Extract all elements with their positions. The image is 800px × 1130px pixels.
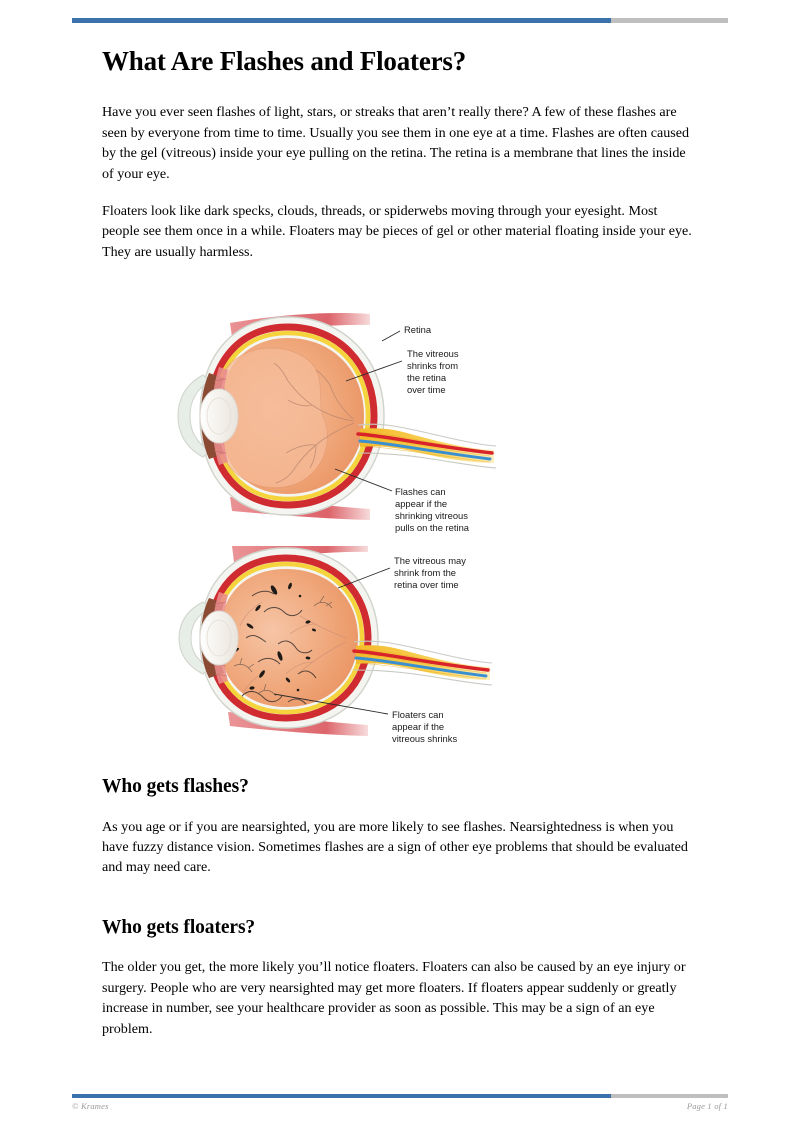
figure1-label-vitreous-line2: shrinks from (407, 360, 459, 372)
footer-rule-blue-segment (72, 1094, 611, 1098)
figure2-label-floaters-line1: Floaters can (392, 709, 444, 721)
footer-copyright: © Krames (72, 1101, 109, 1111)
leader-line-retina (382, 331, 400, 341)
header-rule-gray-segment (611, 18, 728, 23)
figure2-label-vitreous-line3: retina over time (394, 579, 459, 591)
eye-diagram-floaters (102, 546, 694, 746)
figure1-label-vitreous-line4: over time (407, 384, 446, 396)
figure1-label-flashes-line2: appear if the (395, 498, 448, 510)
spacer (102, 279, 694, 301)
footer-rule (72, 1094, 728, 1098)
figure1-label-vitreous-line3: the retina (407, 372, 447, 384)
lens (200, 389, 238, 443)
figure1-label-retina: Retina (404, 324, 432, 336)
footer-rule-gray-segment (611, 1094, 728, 1098)
intro-paragraph-2: Floaters look like dark specks, clouds, threads, or spiderwebs moving through your eyesight. Most people see them once in a while. Floaters may be pieces of gel or other material floating inside your eye. They are usually harmless. (102, 202, 692, 260)
vitreous-body (219, 569, 358, 707)
figure2-label-floaters-line2: appear if the (392, 721, 445, 733)
figure1-label-flashes-line3: shrinking vitreous (395, 510, 468, 522)
section-body-who-gets-flashes: As you age or if you are nearsighted, you are more likely to see flashes. Nearsightedness is when you have fuzzy distance vision. Sometimes flashes are a sign of other eye problems that should be evaluated and may need care. (102, 818, 688, 876)
header-rule-blue-segment (72, 18, 611, 23)
figure2-label-vitreous-line2: shrink from the (394, 567, 456, 579)
section-heading-who-gets-flashes: Who gets flashes? (102, 776, 249, 798)
document-content (102, 46, 694, 1039)
figure1-label-flashes-line4: pulls on the retina (395, 522, 470, 534)
page-title: What Are Flashes and Floaters? (102, 46, 466, 76)
lens (200, 611, 238, 665)
spacer (102, 895, 694, 917)
eye-diagram-flashes (102, 301, 694, 546)
figure-group (102, 301, 694, 746)
section-body-who-gets-floaters: The older you get, the more likely you’ll notice floaters. Floaters can also be caused by an eye injury or surgery. People who are very nearsighted may get more floaters. If floaters appear suddenly or greatly increase in number, see your healthcare provider as soon as possible. This may be a sign of an eye problem. (102, 959, 686, 1037)
section-heading-who-gets-floaters: Who gets floaters? (102, 916, 256, 938)
figure1-label-flashes-line1: Flashes can (395, 486, 446, 498)
intro-paragraph-1: Have you ever seen flashes of light, stars, or streaks that aren’t really there? A few of these flashes are seen by everyone from time to time. Usually you see them in one eye at a time. Flashes are often caused by the gel (vitreous) inside your eye pulling on the retina. The retina is a membrane that lines the inside of your eye. (102, 104, 690, 182)
figure2-label-floaters-line3: vitreous shrinks (392, 733, 458, 745)
figure1-label-vitreous-line1: The vitreous (407, 348, 459, 360)
shrinking-vitreous (224, 348, 327, 488)
figure2-label-vitreous-line1: The vitreous may (394, 555, 466, 567)
spacer (102, 746, 694, 776)
footer (72, 1101, 728, 1111)
footer-page-number: Page 1 of 1 (686, 1101, 728, 1111)
header-rule (72, 18, 728, 23)
